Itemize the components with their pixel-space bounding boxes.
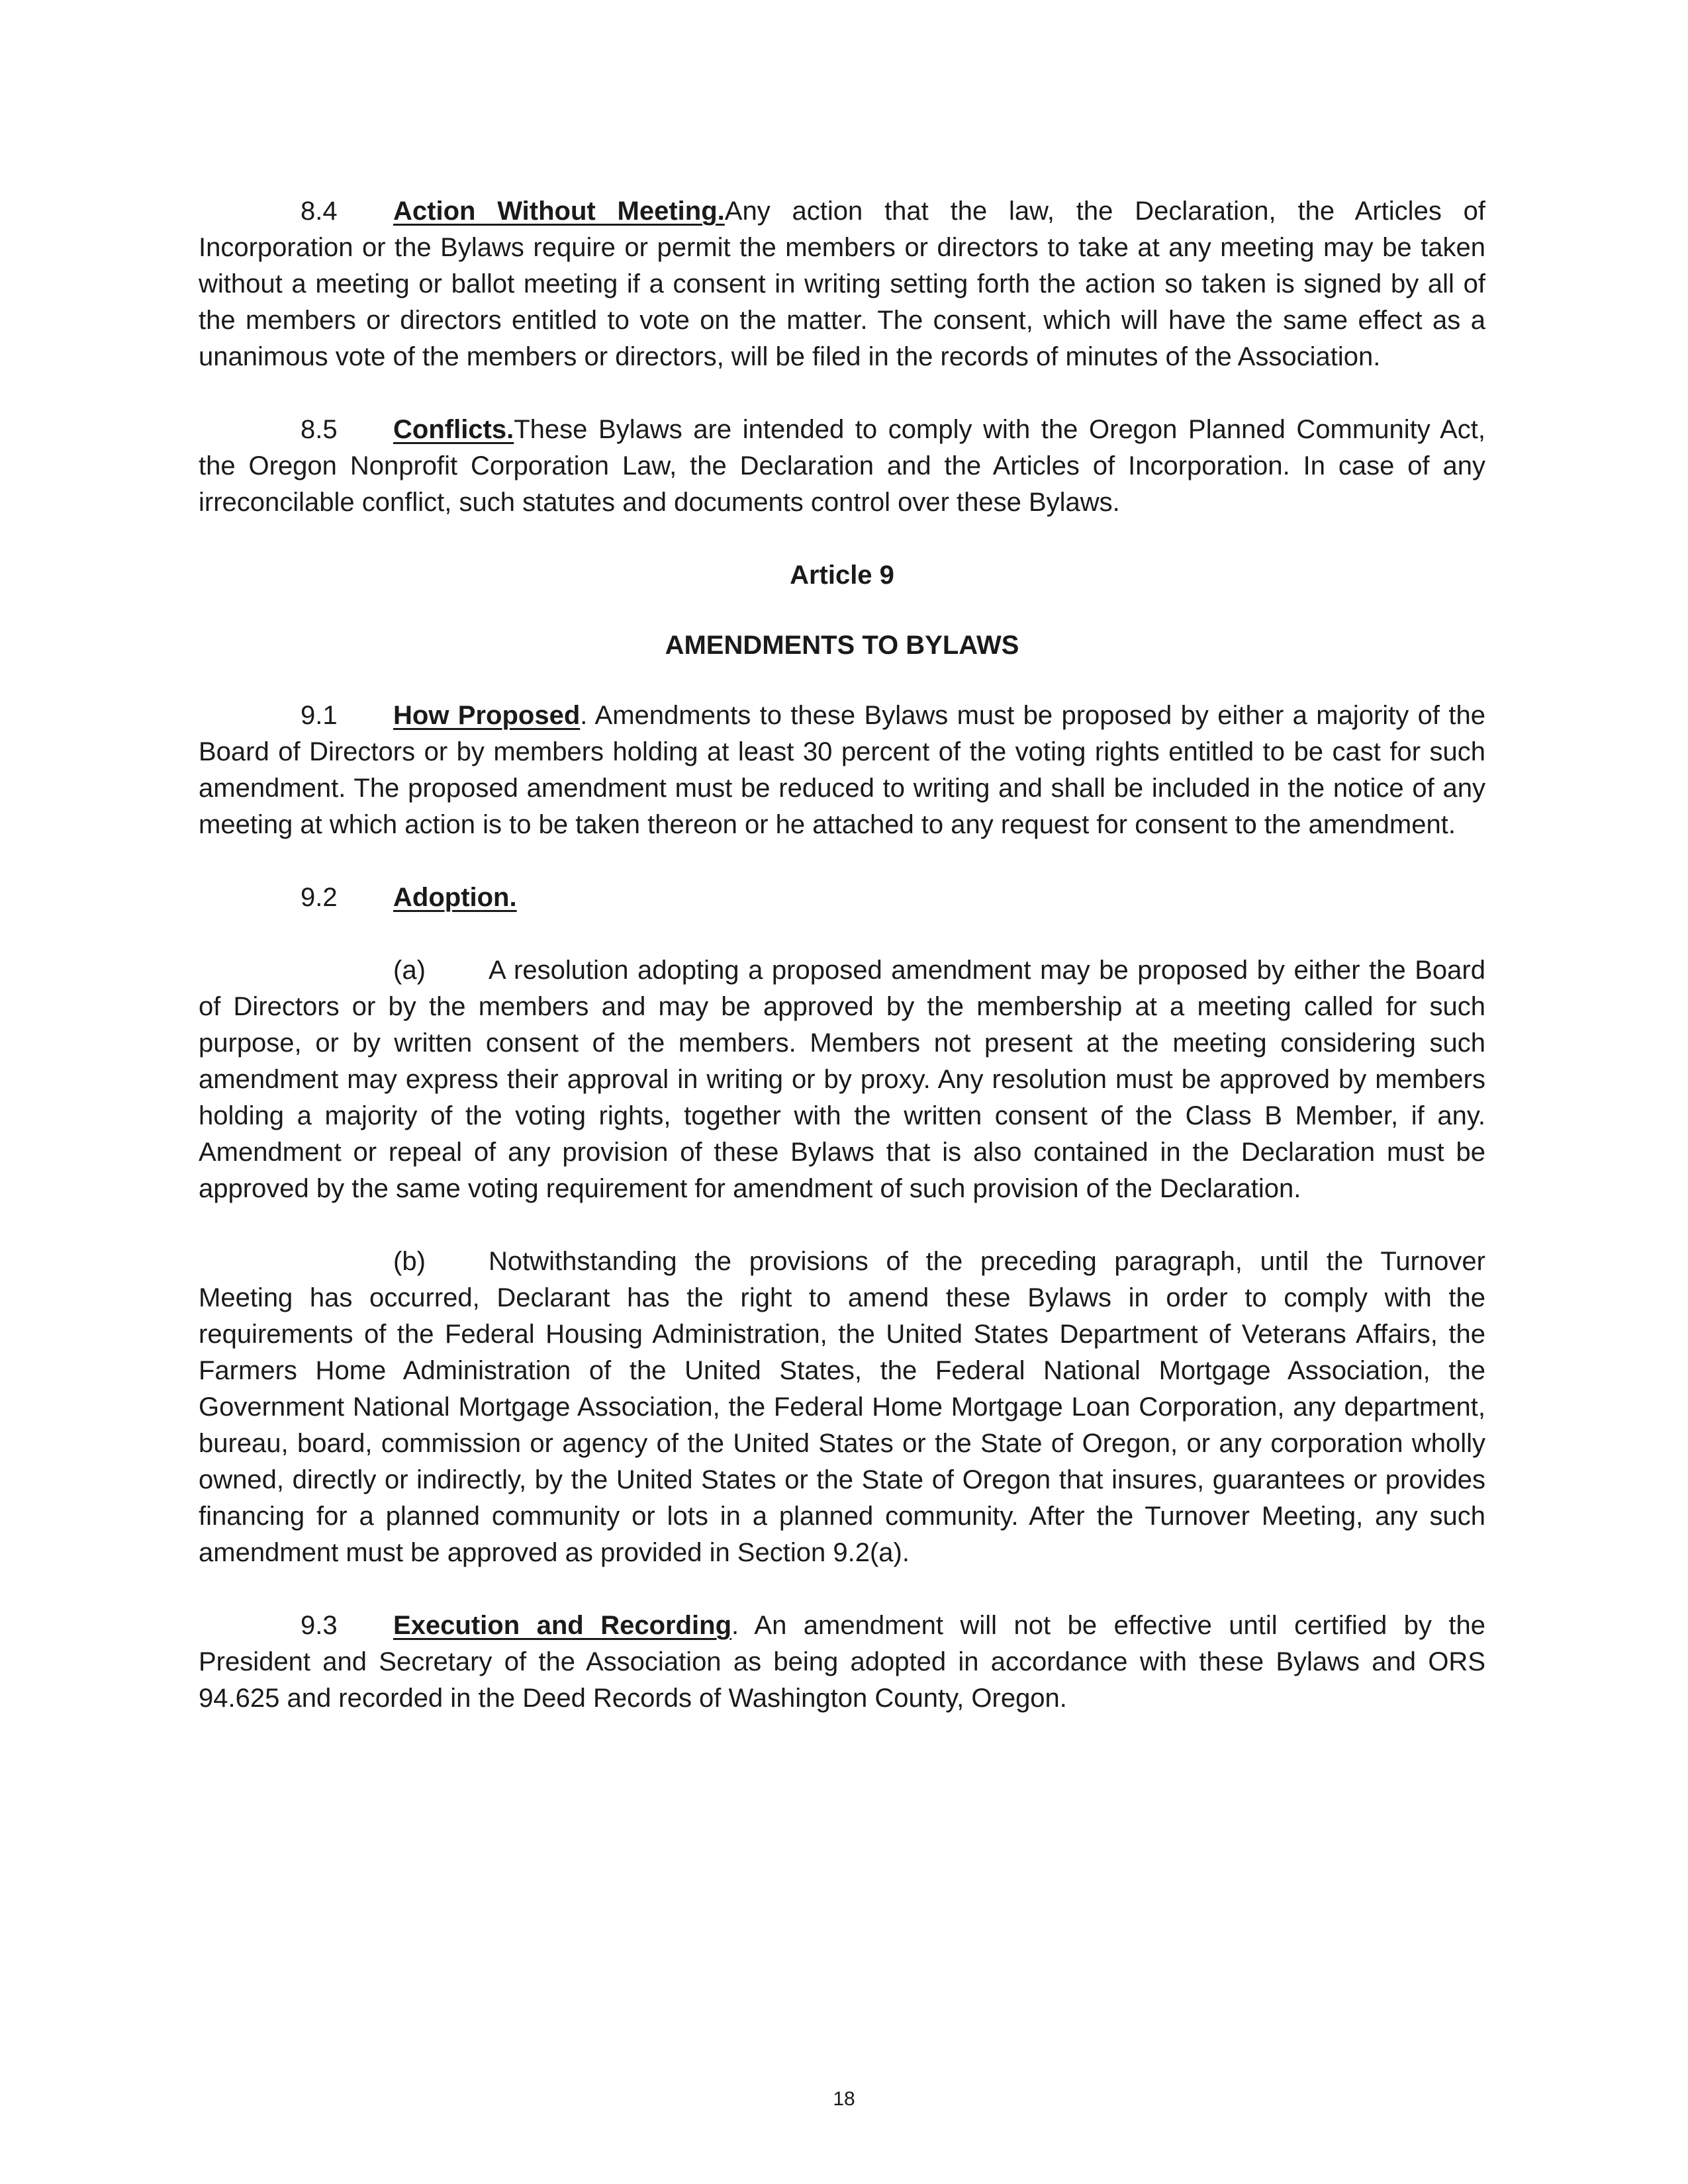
section-9-2 (199, 880, 1485, 916)
article-label: Article 9 (790, 561, 894, 590)
section-number: 9.2 (301, 883, 338, 912)
section-title: Action Without Meeting. (393, 197, 725, 226)
section-8-4 (199, 193, 1485, 375)
section-text: These Bylaws are intended to comply with the Oregon Planned Community Act, the Oregon Nonprofit Corporation Law, the Declaration and the Articles of Incorporation. In case of any irreconcilable conflict, such statutes and documents control over these Bylaws. (199, 415, 1485, 517)
page-number: 18 (833, 2088, 855, 2110)
section-number: 9.1 (301, 701, 338, 730)
section-title: Execution and Recording (393, 1611, 732, 1640)
article-title: AMENDMENTS TO BYLAWS (665, 631, 1019, 660)
subsection-label: (b) (393, 1247, 426, 1276)
section-text: . An amendment will not be effective until certified by the President and Secretary of the Association as being adopted in accordance with these Bylaws and ORS 94.625 and recorded in the Deed Records of Washington County, Oregon. (199, 1611, 1485, 1713)
subsection-text: Notwithstanding the provisions of the preceding paragraph, until the Turnover Meeting has occurred, Declarant has the right to amend these Bylaws in order to comply with the requirements of the Federal Housing Administration, the United States Department of Veterans Affairs, the Farmers Home Administration of the United States, the Federal National Mortgage Association, the Government National Mortgage Association, the Federal Home Mortgage Loan Corporation, any department, bureau, board, commission or agency of the United States or the State of Oregon, or any corporation wholly owned, directly or indirectly, by the United States or the State of Oregon that insures, guarantees or provides financing for a planned community or lots in a planned community. After the Turnover Meeting, any such amendment must be approved as provided in Section 9.2(a). (199, 1247, 1485, 1567)
section-title: How Proposed (393, 701, 581, 730)
section-8-5 (199, 412, 1485, 521)
section-9-2-b (199, 1244, 1485, 1571)
section-9-2-a (199, 952, 1485, 1207)
section-title: Adoption. (393, 883, 517, 912)
document-page (199, 193, 1485, 1717)
subsection-text: A resolution adopting a proposed amendment may be proposed by either the Board of Directors or by the members and may be approved by the membership at a meeting called for such purpose, or by written consent of the members. Members not present at the meeting considering such amendment may express their approval in writing or by proxy. Any resolution must be approved by members holding a majority of the voting rights, together with the written consent of the Class B Member, if any. Amendment or repeal of any provision of these Bylaws that is also contained in the Declaration must be approved by the same voting requirement for amendment of such provision of the Declaration. (199, 956, 1485, 1203)
section-text: Any action that the law, the Declaration, the Articles of Incorporation or the Bylaws require or permit the members or directors to take at any meeting may be taken without a meeting or ballot meeting if a consent in writing setting forth the action so taken is signed by all of the members or directors entitled to vote on the matter. The consent, which will have the same effect as a unanimous vote of the members or directors, will be filed in the records of minutes of the Association. (199, 197, 1485, 371)
section-title: Conflicts. (393, 415, 514, 444)
section-number: 8.4 (301, 197, 338, 226)
section-9-1 (199, 698, 1485, 843)
section-text: . Amendments to these Bylaws must be proposed by either a majority of the Board of Directors or by members holding at least 30 percent of the voting rights entitled to be cast for such amendment. The proposed amendment must be reduced to writing and shall be included in the notice of any meeting at which action is to be taken thereon or he attached to any request for consent to the amendment. (199, 701, 1485, 839)
section-number: 8.5 (301, 415, 338, 444)
subsection-label: (a) (393, 956, 426, 985)
section-number: 9.3 (301, 1611, 338, 1640)
section-9-3 (199, 1608, 1485, 1717)
